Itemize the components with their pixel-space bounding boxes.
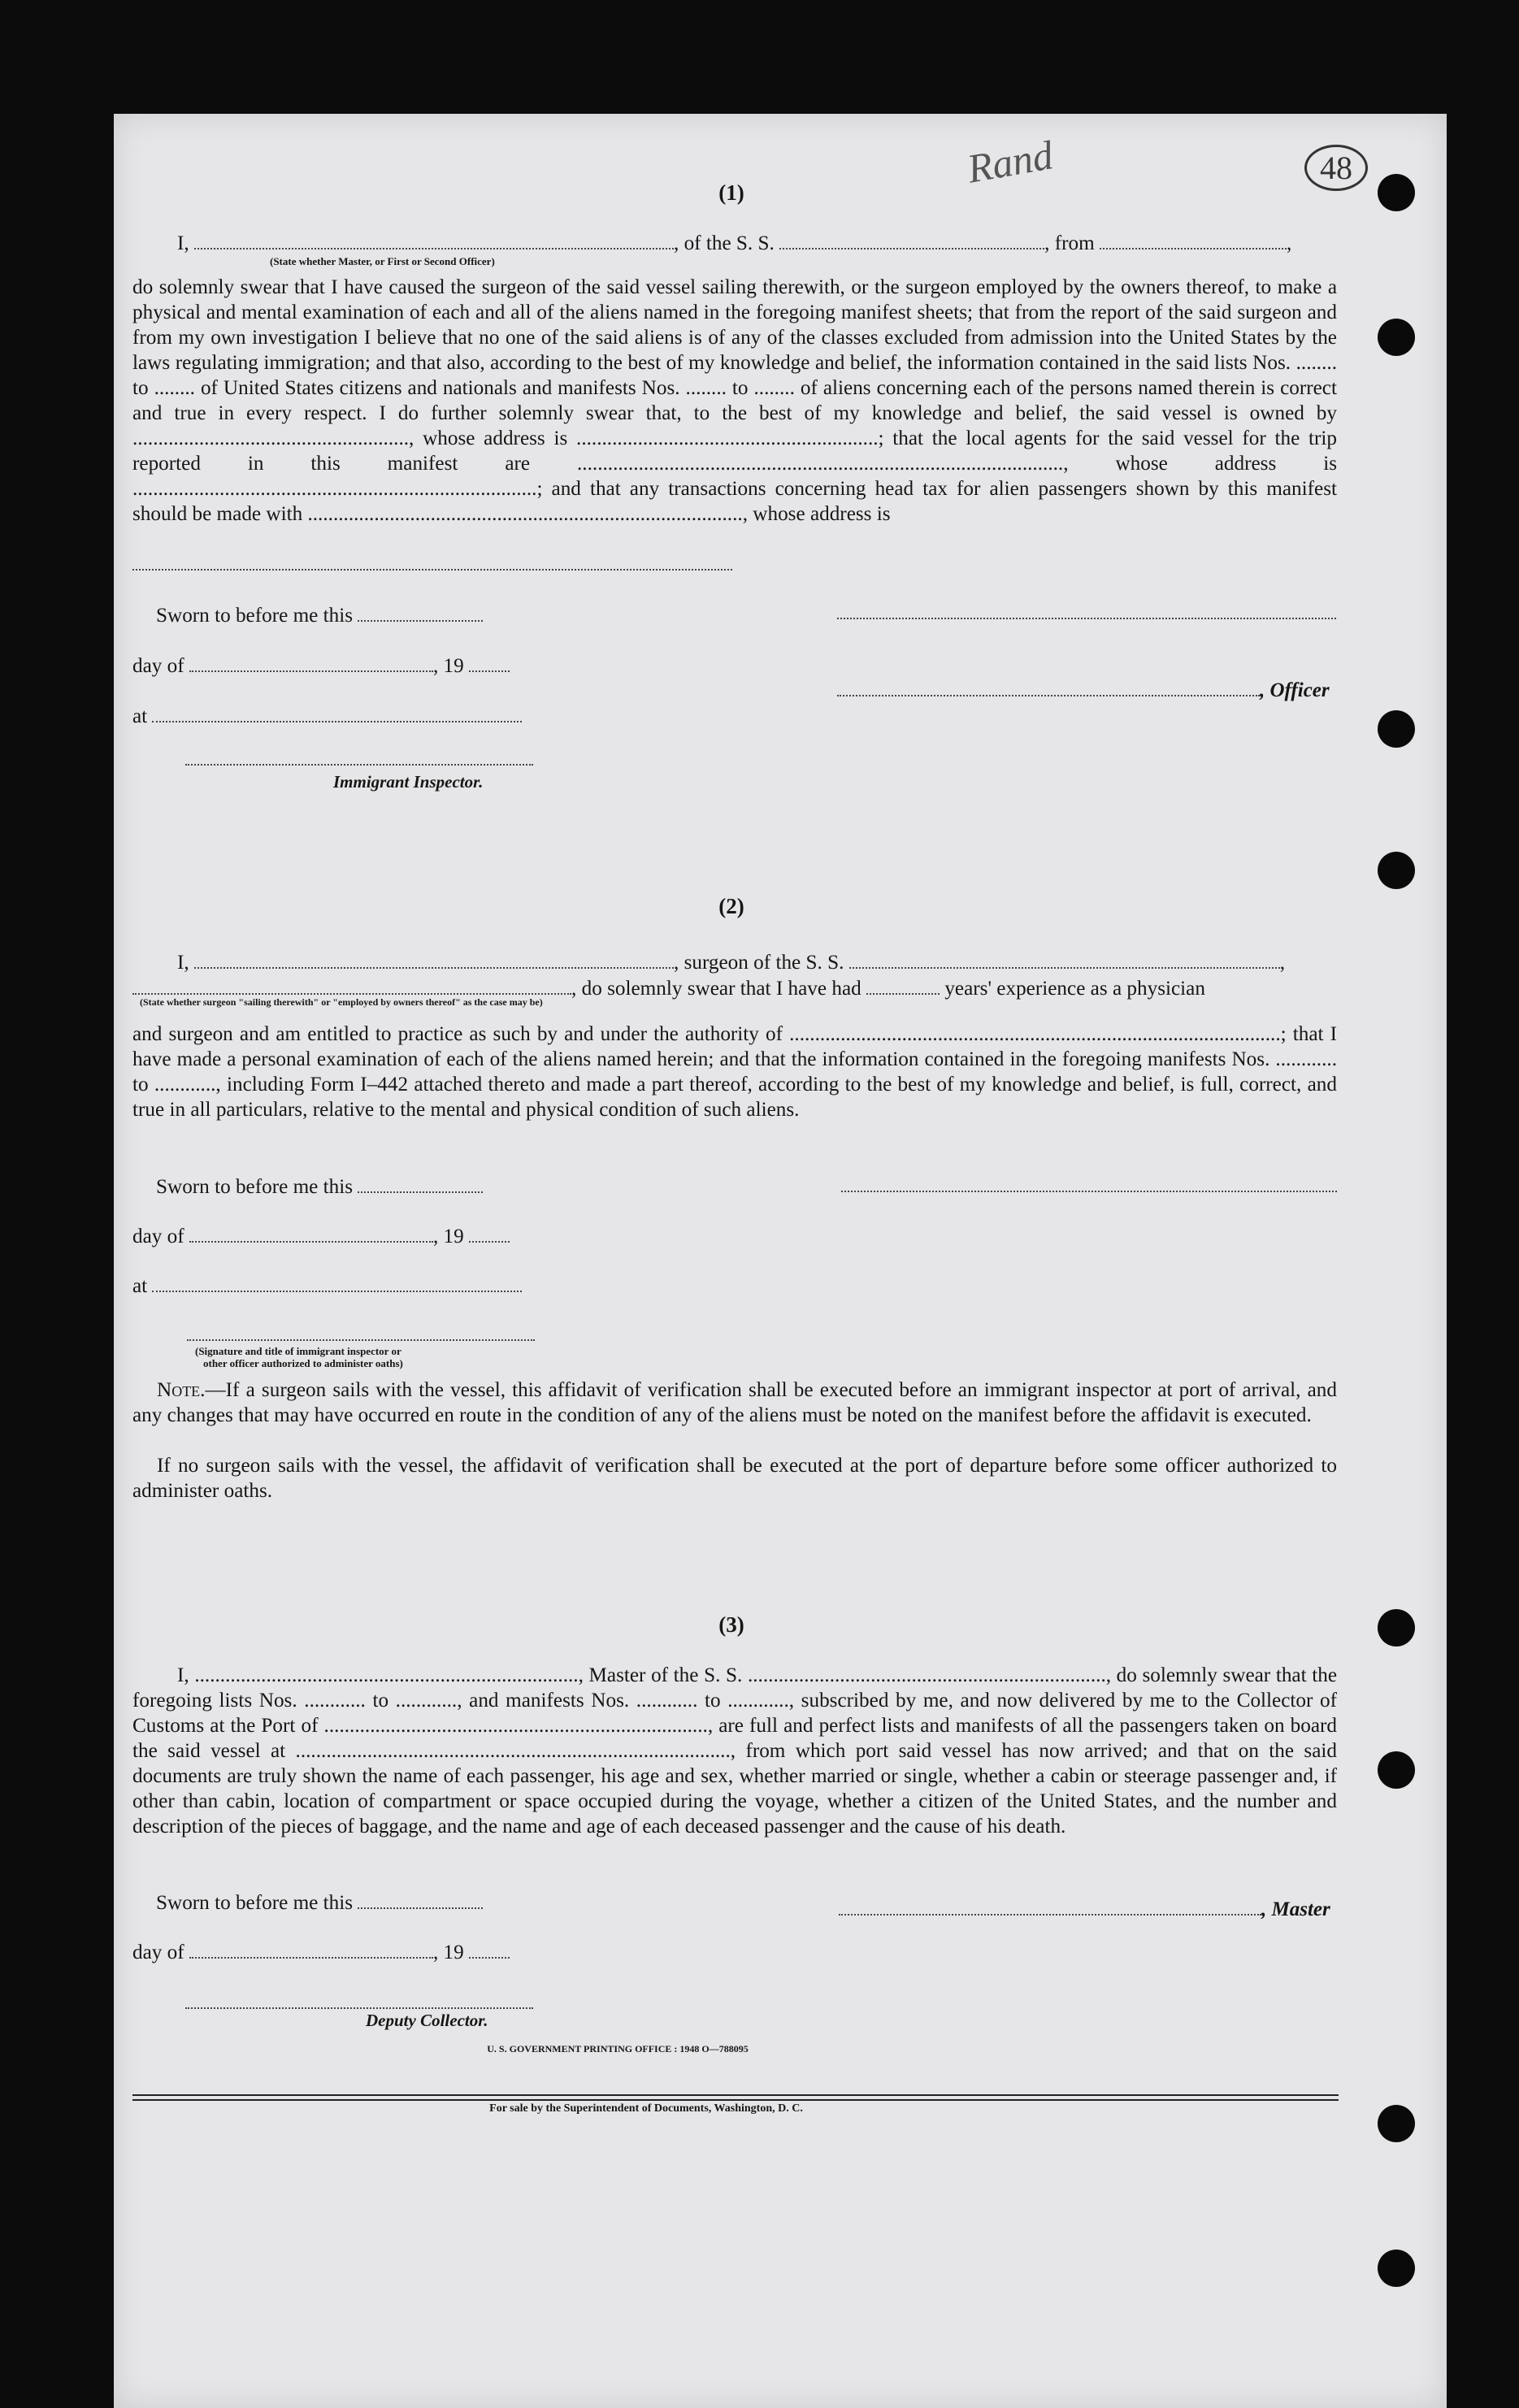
officer-title-row [837,675,1330,702]
deputy-collector-label: Deputy Collector. [366,2011,488,2030]
printing-office-line: U. S. GOVERNMENT PRINTING OFFICE : 1948 O—788095 [487,2043,749,2054]
section-2-paragraph: and surgeon and am entitled to practice as such by and under the authority of ................................................................................................; that I have made a personal examination of each of the aliens named herein; and that the information contained in the foregoing manifests Nos. ............ to ............, including Form I–442 attached thereto and made a part thereof, according to the best of my knowledge and belief, is full, correct, and true in all particulars, relative to the mental and physical condition of such aliens. [132,1023,1337,1121]
line-prefix: I, [177,952,189,974]
section-1-paragraph: do solemnly swear that I have caused the surgeon of the said vessel sailing therewith, or the surgeon employed by the owners thereof, to make a physical and mental examination of each and all of the aliens named in the foregoing manifest sheets; that from the report of the said surgeon and from my own investigation I believe that no one of the said aliens is of any of the classes excluded from admission into the United States by the laws regulating immigration; and that also, according to the best of my knowledge and belief, the information contained in the said lists Nos. ........ to ........ of United States citizens and nationals and manifests Nos. ........ to ........ of aliens concerning each of the persons named therein is correct and true in every respect. I do further solemnly swear that, to the best of my knowledge and belief, the said vessel is owned by ......................................................, whose address is ...........................................................; that the local agents for the said vessel for the trip reported in this manifest are ..............................................................................................., whose address is ...............................................................................; and that any transactions concerning head tax for alien passengers shown by this manifest should be made with ....................................................................................., whose address is [132,276,1337,525]
month-blank [189,650,433,672]
section-3-paragraph: I, ..........................................................................., Master of the S. S. ......................................................................, do solemnly swear that the foregoing lists Nos. ............ to ............, and manifests Nos. ............ to ............, subscribed by me, and now delivered by me to the Collector of Customs at the Port of ..........................................................................., are full and perfect lists and manifests of all the passengers taken on board the said vessel at ....................................................................................., from which port said vessel has now arrived; and that on the said documents are truly shown the name of each passenger, his age and sex, whether married or single, whether a cabin or steerage passenger and, if other than cabin, location of compartment or space occupied during the voyage, whether a citizen of the United States, and the number and description of the pieces of baggage, and the name and age of each deceased passenger and the cause of his death. [132,1664,1337,1837]
note-label: Note. [157,1379,206,1401]
day-of-label: day of [132,1942,184,1964]
collector-signature-line [185,2007,533,2009]
vessel-name-blank [779,228,1044,249]
binder-hole-4 [1378,852,1415,889]
section-2-note-1 [132,1378,1337,1428]
for-sale-line: For sale by the Superintendent of Documents, Washington, D. C. [489,2102,803,2115]
section-1-trailing-blank [132,569,732,571]
master-signature-blank [839,1894,1261,1916]
origin-port-blank [1100,228,1287,249]
section-1-first-line [177,228,1291,255]
surgeon-label: , surgeon of the S. S. [673,952,844,974]
sworn-row-1 [156,600,483,627]
month-blank [189,1221,433,1243]
signature-note-2: other officer authorized to administer oaths) [203,1357,403,1369]
sworn-row-2 [156,1171,483,1199]
surgeon-type-note: (State whether surgeon "sailing therewith" or "employed by owners thereof" as the case may be) [140,996,543,1008]
sworn-row-3 [156,1887,483,1915]
signature-note-1: (Signature and title of immigrant inspector or [195,1345,401,1357]
at-label: at [132,705,148,728]
page-stamp: 48 [1304,145,1368,191]
swear-text: , do solemnly swear that I have had [571,978,861,1000]
surgeon-signature-line [841,1191,1337,1192]
footer-rule-2 [132,2099,1339,2101]
at-row-1 [132,701,522,728]
day-of-row-3 [132,1937,510,1964]
day-of-row-1 [132,650,510,678]
section-2-note-2: If no surgeon sails with the vessel, the affidavit of verification shall be executed at the port of departure before some officer authorized to administer oaths. [132,1455,1337,1502]
officer-role-note: (State whether Master, or First or Second Officer) [270,255,495,267]
line-end: , [1279,952,1286,974]
binder-hole-2 [1378,319,1415,356]
year-label: , 19 [432,1942,464,1964]
surgeon-type-blank [132,973,571,995]
officer-label: , Officer [1260,679,1330,702]
years-label: years' experience as a physician [944,978,1205,1000]
sworn-label: Sworn to before me this [156,605,354,627]
binder-hole-7 [1378,2105,1415,2142]
from-label: , from [1044,232,1095,255]
surgeon-name-blank [194,947,674,969]
section-2-first-line [177,947,1285,974]
authorized-officer-signature-line [187,1339,535,1341]
line-prefix: I, [177,232,189,255]
officer-title-blank [837,675,1260,696]
year-label: , 19 [432,655,464,678]
footer-rule-1 [132,2094,1339,2096]
vessel-name-blank [849,947,1280,969]
year-blank [469,1937,510,1959]
line-end: , [1287,232,1292,255]
binder-hole-3 [1378,710,1415,748]
handwritten-note: Rand [963,132,1057,192]
inspector-signature-line [185,764,533,766]
year-blank [469,650,510,672]
section-1-number: (1) [718,180,744,205]
sworn-label: Sworn to before me this [156,1892,354,1915]
month-blank [189,1937,433,1959]
place-blank [152,1270,522,1292]
sworn-day-blank [358,1171,483,1193]
master-label: , Master [1261,1898,1330,1921]
year-blank [469,1221,510,1243]
years-blank [866,973,940,995]
immigrant-inspector-label: Immigrant Inspector. [333,772,484,792]
place-blank [152,701,522,722]
note-text: —If a surgeon sails with the vessel, this affidavit of verification shall be executed before an immigrant inspector at port of arrival, and any changes that may have occurred en route in the condition of any of the aliens must be noted on the manifest before the affidavit is executed. [132,1379,1337,1426]
master-signature-row [839,1894,1330,1921]
day-of-row-2 [132,1221,510,1248]
day-of-label: day of [132,1226,184,1248]
sworn-day-blank [358,1887,483,1909]
binder-hole-8 [1378,2250,1415,2287]
year-label: , 19 [432,1226,464,1248]
binder-hole-6 [1378,1751,1415,1789]
sworn-label: Sworn to before me this [156,1176,354,1199]
section-3-number: (3) [718,1612,744,1637]
officer-signature-line [837,618,1336,619]
day-of-label: day of [132,655,184,678]
vessel-label: , of the S. S. [673,232,775,255]
section-2-number: (2) [718,894,744,918]
officer-name-blank [194,228,674,249]
at-label: at [132,1275,148,1298]
at-row-2 [132,1270,522,1298]
sworn-day-blank [358,600,483,622]
